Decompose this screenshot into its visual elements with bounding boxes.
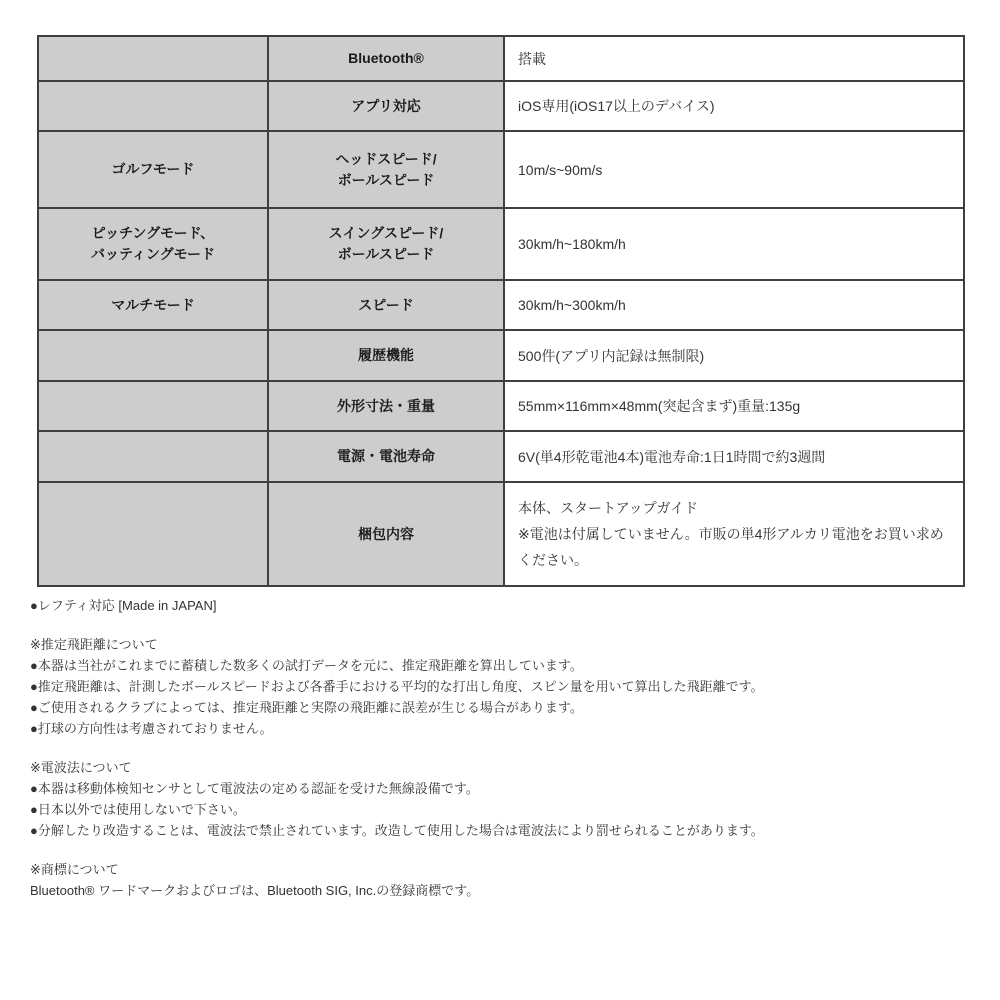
- note-lefty: ●レフティ対応 [Made in JAPAN]: [30, 598, 217, 613]
- spec-label-line: ヘッドスピード/: [335, 150, 437, 167]
- spec-value: 30km/h~180km/h: [504, 208, 964, 280]
- note-item: ●分解したり改造することは、電波法で禁止されています。改造して使用した場合は電波法により罰せられることがあります。: [30, 823, 764, 838]
- note-item: ●日本以外では使用しないで下さい。: [30, 802, 246, 817]
- spec-label-line: ボールスピード: [337, 246, 435, 262]
- note-item: ●本器は当社がこれまでに蓄積した数多くの試打データを元に、推定飛距離を算出しています。: [30, 658, 583, 673]
- spec-label-measure: スピード: [268, 280, 504, 330]
- spec-label: Bluetooth®: [268, 36, 504, 81]
- notes-area: [30, 593, 980, 901]
- spec-value: 搭載: [504, 36, 964, 81]
- spec-label-line: スイングスピード/: [328, 225, 444, 241]
- note-section-distance: [30, 634, 980, 739]
- spec-label: 梱包内容: [268, 482, 504, 586]
- spec-value: 10m/s~90m/s: [504, 131, 964, 208]
- spec-value: 500件(アプリ内記録は無制限): [504, 330, 964, 381]
- spec-label: アプリ対応: [268, 81, 504, 131]
- spec-row-history: [38, 330, 964, 381]
- spec-value: 55mm×116mm×48mm(突起含まず)重量:135g: [504, 381, 964, 431]
- note-item: ●本器は移動体検知センサとして電波法の定める認証を受けた無線設備です。: [30, 781, 479, 796]
- spec-label-line: バッティングモード: [90, 246, 216, 262]
- spec-row-dimensions: [38, 381, 964, 431]
- spec-row-power: [38, 431, 964, 482]
- note-section-title: ※商標について: [30, 862, 119, 877]
- note-item: Bluetooth® ワードマークおよびロゴは、Bluetooth SIG, Inc.の登録商標です。: [30, 883, 480, 898]
- spec-value: 6V(単4形乾電池4本)電池寿命:1日1時間で約3週間: [504, 431, 964, 482]
- spec-value: [504, 482, 964, 586]
- spec-row-app: [38, 81, 964, 131]
- note-section-radio-law: [30, 757, 980, 841]
- spec-label: 外形寸法・重量: [268, 381, 504, 431]
- note-item: ●推定飛距離は、計測したボールスピードおよび各番手における平均的な打出し角度、スピン量を用いて算出した飛距離です。: [30, 679, 764, 694]
- spec-table: [37, 35, 965, 587]
- spec-label-line: ボールスピード: [337, 171, 435, 188]
- spec-value: iOS専用(iOS17以上のデバイス): [504, 81, 964, 131]
- spec-label-mode: [38, 208, 268, 280]
- spec-label-mode: マルチモード: [38, 280, 268, 330]
- spec-label: 履歴機能: [268, 330, 504, 381]
- note-section-trademark: [30, 859, 980, 901]
- spec-value-line: ※電池は付属していません。市販の単4形アルカリ電池をお買い求めください。: [518, 526, 944, 568]
- spec-value-line: 本体、スタートアップガイド: [518, 500, 699, 516]
- spec-row-pitching-batting-mode: [38, 208, 964, 280]
- spec-row-package: [38, 482, 964, 586]
- spec-value: 30km/h~300km/h: [504, 280, 964, 330]
- note-section-title: ※電波法について: [30, 760, 132, 775]
- spec-row-bluetooth: [38, 36, 964, 81]
- spec-row-golf-mode: [38, 131, 964, 208]
- spec-label-measure: [268, 208, 504, 280]
- spec-label-measure: [268, 131, 504, 208]
- spec-label: 電源・電池寿命: [268, 431, 504, 482]
- spec-label-mode: ゴルフモード: [38, 131, 268, 208]
- note-section-title: ※推定飛距離について: [30, 637, 158, 652]
- spec-label-line: ピッチングモード、: [91, 225, 215, 241]
- spec-row-multi-mode: [38, 280, 964, 330]
- note-item: ●ご使用されるクラブによっては、推定飛距離と実際の飛距離に誤差が生じる場合があります。: [30, 700, 583, 715]
- note-item: ●打球の方向性は考慮されておりません。: [30, 721, 273, 736]
